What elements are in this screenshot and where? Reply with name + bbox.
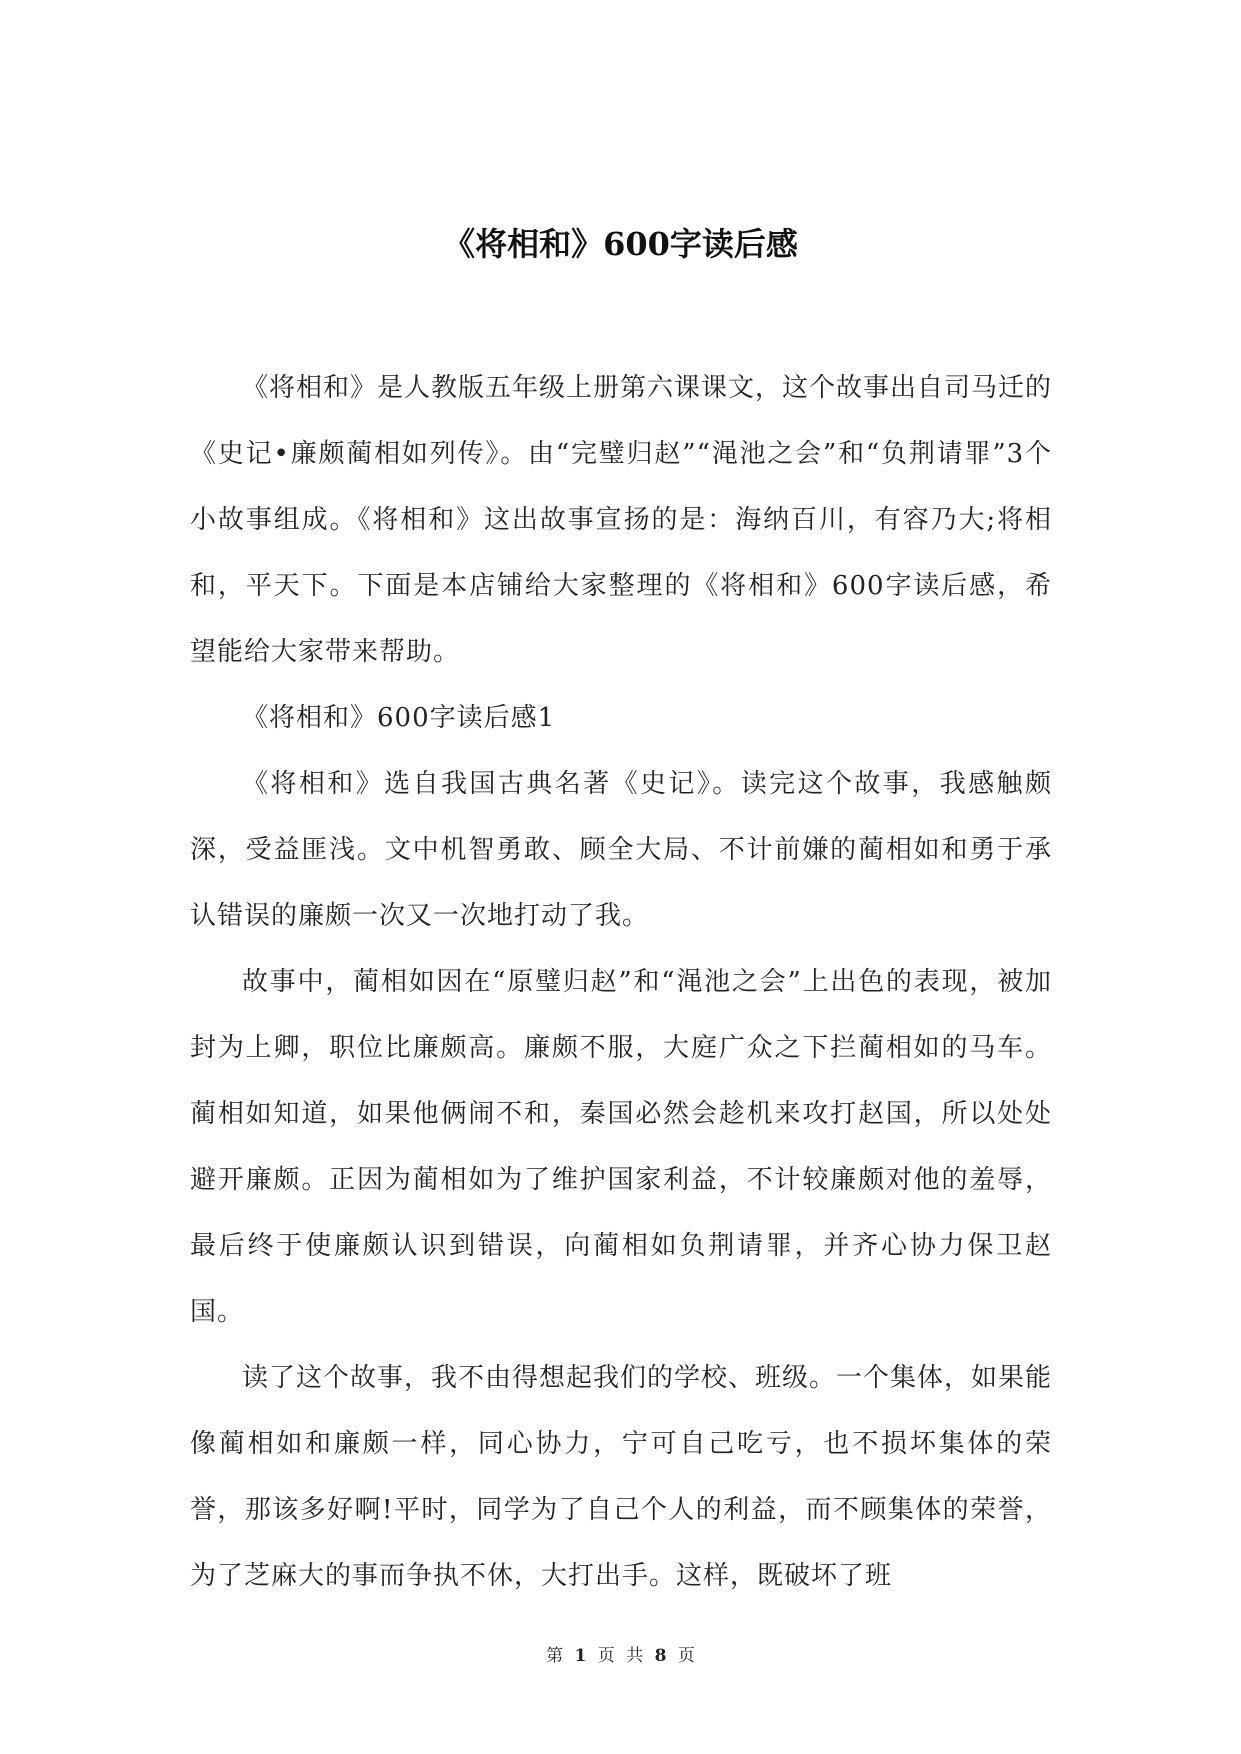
section-heading: 《将相和》600字读后感1 [242,703,556,733]
footer-middle: 页 共 [597,1646,644,1666]
footer-page-number: 1 [574,1646,587,1666]
page-footer [0,1644,1241,1668]
body-paragraph: 故事中，蔺相如因在“原璧归赵”和“渑池之会”上出色的表现，被加封为上卿，职位比廉颇高。廉颇不服，大庭广众之下拦蔺相如的马车。蔺相如知道，如果他俩闹不和，秦国必然会趁机来攻打赵国，所以处处避开廉颇。正因为蔺相如为了维护国家利益，不计较廉颇对他的羞辱，最后终于使廉颇认识到错误，向蔺相如负荆请罪，并齐心协力保卫赵国。 [190,967,1052,1327]
body-paragraph: 《将相和》选自我国古典名著《史记》。读完这个故事，我感触颇深，受益匪浅。文中机智勇敢、顾全大局、不计前嫌的蔺相如和勇于承认错误的廉颇一次又一次地打动了我。 [190,769,1052,931]
footer-total-pages: 8 [654,1646,667,1666]
footer-suffix: 页 [677,1646,695,1666]
footer-prefix: 第 [546,1646,564,1666]
body-paragraph: 读了这个故事，我不由得想起我们的学校、班级。一个集体，如果能像蔺相如和廉颇一样，同心协力，宁可自己吃亏，也不损坏集体的荣誉，那该多好啊!平时，同学为了自己个人的利益，而不顾集体的荣誉，为了芝麻大的事而争执不休，大打出手。这样，既破坏了班 [190,1363,1053,1591]
document-body [190,355,1052,1609]
document-title: 《将相和》600字读后感 [443,225,798,263]
intro-paragraph: 《将相和》是人教版五年级上册第六课课文，这个故事出自司马迁的《史记•廉颇蔺相如列传》。由“完璧归赵”“渑池之会”和“负荆请罪”3个小故事组成。《将相和》这出故事宣扬的是：海纳百川，有容乃大;将相和，平天下。下面是本店铺给大家整理的《将相和》600字读后感，希望能给大家带来帮助。 [190,373,1053,667]
